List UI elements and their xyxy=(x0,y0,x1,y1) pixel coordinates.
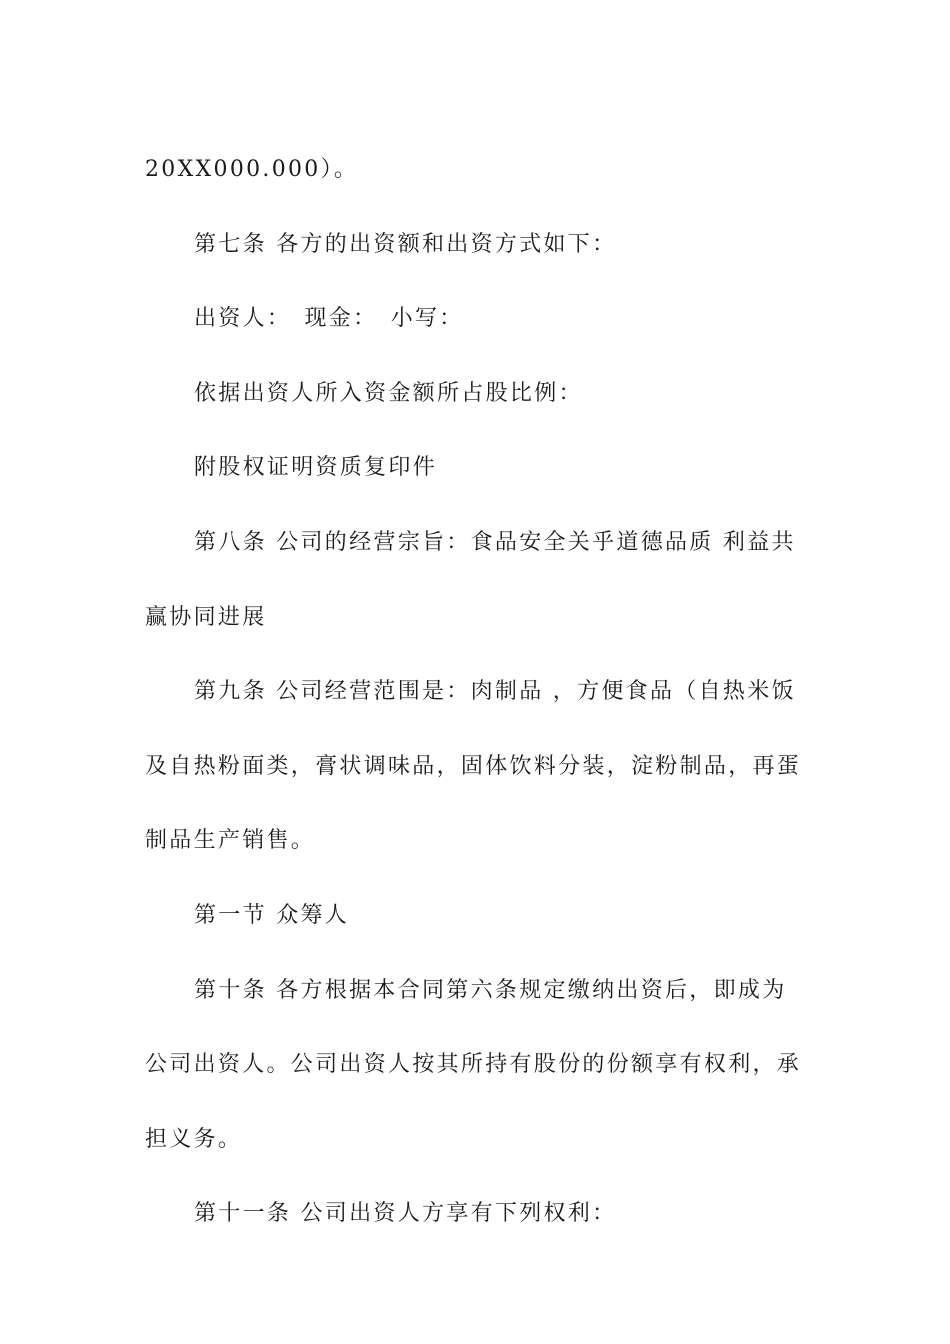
paragraph-continuation: 20XX000.000）。 xyxy=(145,157,359,182)
paragraph-article-7: 第七条 各方的出资额和出资方式如下： xyxy=(194,231,617,257)
paragraph-contributor-line: 出资人： 现金： 小写： xyxy=(194,306,464,332)
document-body xyxy=(145,133,805,1252)
paragraph-article-9: 第九条 公司经营范围是：肉制品 ，方便食品（自热米饭及自热粉面类，膏状调味品，固体饮料分装，淀粉制品，再蛋制品生产销售。 xyxy=(145,679,802,854)
paragraph-share-ratio: 依据出资人所入资金额所占股比例： xyxy=(194,380,583,406)
paragraph-article-11: 第十一条 公司出资人方享有下列权利： xyxy=(194,1201,617,1227)
paragraph-article-8: 第八条 公司的经营宗旨：食品安全关乎道德品质 利益共赢协同进展 xyxy=(145,529,796,630)
paragraph-attachment: 附股权证明资质复印件 xyxy=(194,455,438,481)
section-heading: 第一节 众筹人 xyxy=(194,902,350,928)
paragraph-article-10: 第十条 各方根据本合同第六条规定缴纳出资后，即成为公司出资人。公司出资人按其所持有股份的份额享有权利，承担义务。 xyxy=(145,977,802,1152)
